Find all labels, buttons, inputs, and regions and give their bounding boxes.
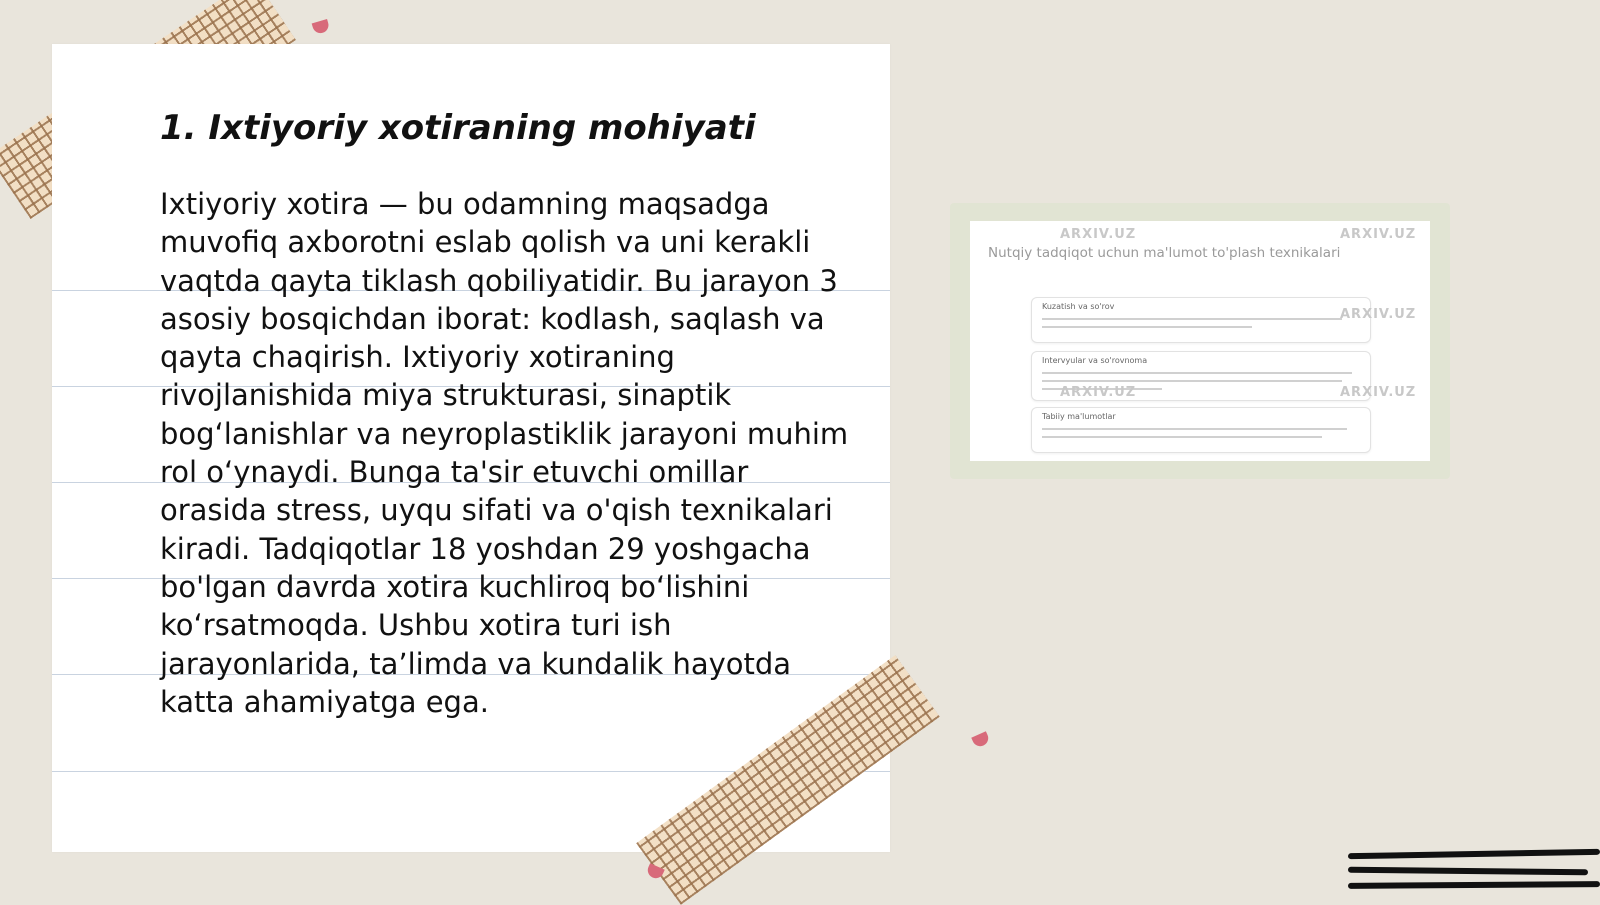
thumbnail-card-heading: Tabiiy ma'lumotlar (1042, 412, 1116, 421)
watermark-text: ARXIV.UZ (1340, 227, 1417, 242)
thumbnail-text-line (1042, 372, 1352, 374)
scribble-decoration (1348, 849, 1600, 859)
thumbnail-text-line (1042, 380, 1342, 382)
watermark-text: ARXIV.UZ (1340, 385, 1417, 400)
embedded-slide-thumbnail (970, 221, 1430, 461)
thumbnail-text-line (1042, 318, 1342, 320)
scribble-decoration (1348, 867, 1588, 876)
slide-body-text: Ixtiyoriy xotira — bu odamning maqsadga muvofiq axborotni eslab qolish va uni kerakli vaqtda qayta tiklash qobiliyatidir. Bu jarayon 3 asosiy bosqichdan iborat: kodlash, saqlash va qayta chaqirish. Ixtiyoriy xotiraning rivojlanishida miya strukturasi, sinaptik bog‘lanishlar va neyroplastiklik jarayoni muhim rol o‘ynaydi. Bunga ta'sir etuvchi omillar orasida stress, uyqu sifati va o'qish texnikalari kiradi. Tadqiqotlar 18 yoshdan 29 yoshgacha bo'lgan davrda xotira kuchliroq bo‘lishini ko‘rsatmoqda. Ushbu xotira turi ish jarayonlarida, ta’limda va kundalik hayotda katta ahamiyatga ega. (160, 187, 849, 719)
watermark-text: ARXIV.UZ (1060, 227, 1137, 242)
thumbnail-text-line (1042, 436, 1322, 438)
thumbnail-text-line (1042, 326, 1252, 328)
thumbnail-card-heading: Kuzatish va so'rov (1042, 302, 1115, 311)
watermark-text: ARXIV.UZ (1340, 307, 1417, 322)
thumbnail-text-line (1042, 428, 1347, 430)
note-paper (52, 44, 890, 852)
thumbnail-card (1031, 407, 1371, 453)
thumbnail-card-heading: Intervyular va so'rovnoma (1042, 356, 1148, 365)
tape-tip-decoration (312, 19, 331, 35)
thumbnail-card (1031, 297, 1371, 343)
embedded-image-frame (950, 203, 1450, 479)
watermark-text: ARXIV.UZ (1060, 385, 1137, 400)
scribble-decoration (1348, 881, 1600, 889)
tape-tip-decoration (971, 731, 990, 748)
thumbnail-title: Nutqiy tadqiqot uchun ma'lumot to'plash texnikalari (988, 245, 1341, 261)
slide-title: 1. Ixtiyoriy xotiraning mohiyati (160, 108, 756, 148)
